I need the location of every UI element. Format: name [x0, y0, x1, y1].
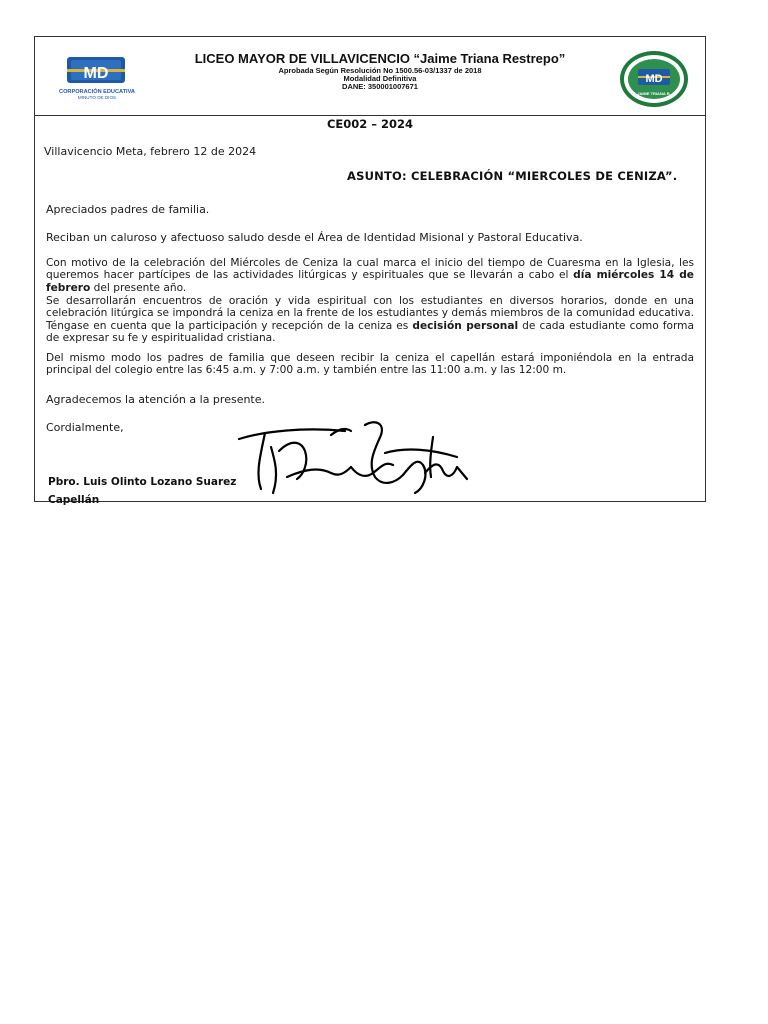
paragraph-3: Se desarrollarán encuentros de oración y vida espiritual con los estudiantes en diversos horarios, donde en una celebración litúrgica se impondrá la ceniza en la frente de los estudiantes y demás miembros de la comunidad educativa. Téngase en cuenta que la participación y recepción de la ceniza es decisión personal de cada estudiante como forma de expresar su fe y espiritualidad cristiana.: [46, 295, 694, 345]
date-highlight: día miércoles 14 de febrero: [46, 269, 694, 294]
decision-highlight: decisión personal: [412, 319, 519, 332]
seal-bottom-text: JAIME TRIANA R.: [637, 91, 671, 96]
dane-line: DANE: 350001007671: [342, 82, 418, 91]
thanks-line: Agradecemos la atención a la presente.: [46, 393, 266, 406]
paragraph-4: Del mismo modo los padres de familia que deseen recibir la ceniza el capellán estará imponiéndola en la entrada principal del colegio entre las 6:45 a.m. y 7:00 a.m. y también entre las 11:00 a.m. y las 12:00 m.: [46, 352, 694, 377]
place-date: Villavicencio Meta, febrero 12 de 2024: [44, 145, 257, 158]
greeting: Apreciados padres de familia.: [46, 203, 210, 216]
signer-role: Capellán: [48, 494, 100, 506]
signer-name: Pbro. Luis Olinto Lozano Suarez: [48, 476, 237, 488]
logo-left-caption-1: CORPORACIÓN EDUCATIVA: [59, 89, 135, 95]
logo-left-caption-2: MINUTO DE DIOS: [77, 95, 117, 100]
school-name: LICEO MAYOR DE VILLAVICENCIO “Jaime Triana Restrepo”: [194, 51, 566, 66]
corporation-logo-icon: [57, 51, 137, 107]
school-seal-icon: [618, 49, 690, 109]
modality-line: Modalidad Definitiva: [343, 74, 417, 83]
logo-right-text: MD: [645, 73, 663, 85]
letterhead: [35, 37, 705, 116]
paragraph-2: Con motivo de la celebración del Miércoles de Ceniza la cual marca el inicio del tiempo de Cuaresma en la Iglesia, les queremos hacer partícipes de las actividades litúrgicas y espirituales que se llevarán a cabo el día miércoles 14 de febrero del presente año.: [46, 257, 694, 294]
seal-ring-text: CEO MAYOR DE VILLAVICENC: [623, 54, 685, 81]
resolution-line: Aprobada Según Resolución No 1500.56-03/1337 de 2018: [278, 66, 482, 75]
closing-line: Cordialmente,: [46, 421, 124, 434]
letter-document: [34, 36, 706, 506]
signature-icon: [235, 417, 475, 503]
circular-code: CE002 – 2024: [326, 117, 414, 131]
subject-line: ASUNTO: CELEBRACIÓN “MIERCOLES DE CENIZA”.: [347, 169, 678, 183]
paragraph-1: Reciban un caluroso y afectuoso saludo desde el Área de Identidad Misional y Pastoral Educativa.: [46, 231, 583, 244]
logo-left-text: MD: [83, 65, 109, 82]
